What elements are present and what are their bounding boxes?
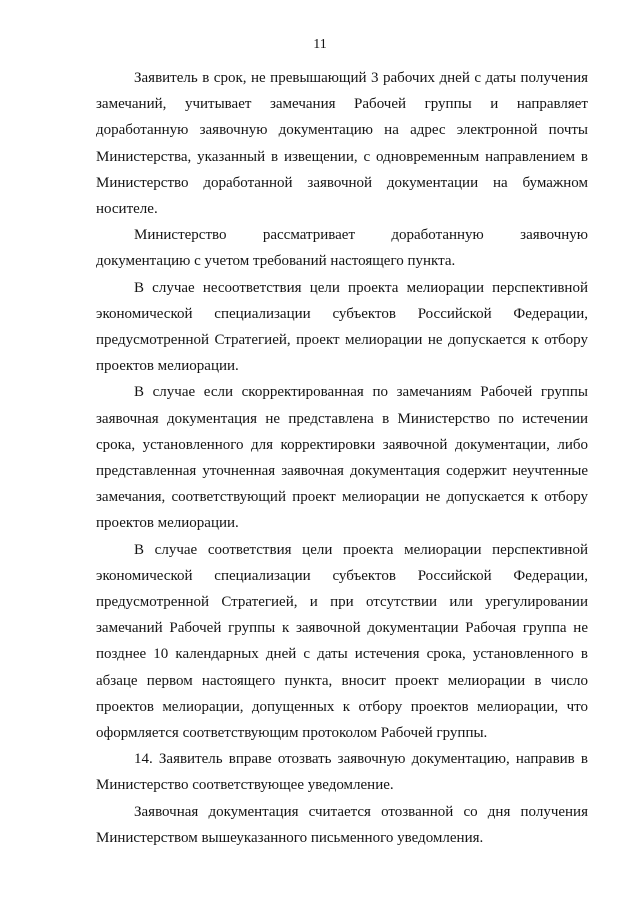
paragraph-match-goal: В случае соответствия цели проекта мелиорации перспективной экономической специализации субъектов Российской Федерации, предусмотренной Стратегией, и при отсутствии или урегулировании замечаний Рабочей группы к заявочной документации Рабочая группа не позднее 10 календарных дней с даты истечения срока, установленного в абзаце первом настоящего пункта, вносит проект мелиорации в число проектов мелиорации, допущенных к отбору проектов мелиорации, что оформляется соответствующим протоколом Рабочей группы. xyxy=(96,541,588,742)
document-body xyxy=(96,65,588,851)
paragraph-ministry-review: Министерство рассматривает доработанную заявочную документацию с учетом требований настоящего пункта. xyxy=(96,227,588,270)
paragraph-item-14-withdrawal: 14. Заявитель вправе отозвать заявочную документацию, направив в Министерство соответствующее уведомление. xyxy=(96,751,588,794)
paragraph-mismatch-goal: В случае несоответствия цели проекта мелиорации перспективной экономической специализации субъектов Российской Федерации, предусмотренной Стратегией, проект мелиорации не допускается к отбору проектов мелиорации. xyxy=(96,279,588,375)
paragraph-applicant-deadline: Заявитель в срок, не превышающий 3 рабочих дней с даты получения замечаний, учитывает замечания Рабочей группы и направляет доработанную заявочную документацию на адрес электронной почты Министерства, указанный в извещении, с одновременным направлением в Министерство доработанной заявочной документации на бумажном носителе. xyxy=(96,70,588,218)
paragraph-withdrawal-date: Заявочная документация считается отозванной со дня получения Министерством вышеуказанного письменного уведомления. xyxy=(96,803,588,846)
paragraph-not-submitted: В случае если скорректированная по замечаниям Рабочей группы заявочная документация не представлена в Министерство по истечении срока, установленного для корректировки заявочной документации, либо представленная уточненная заявочная документация содержит неучтенные замечания, соответствующий проект мелиорации не допускается к отбору проектов мелиорации. xyxy=(96,384,588,532)
page-number: 11 xyxy=(313,37,327,52)
